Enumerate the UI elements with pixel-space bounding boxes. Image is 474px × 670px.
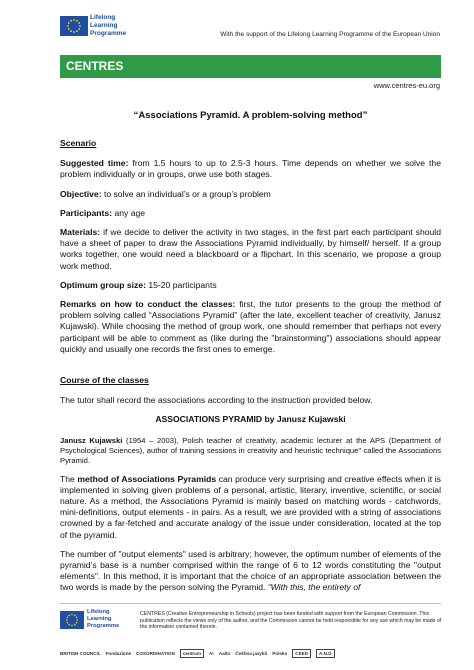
partner-logo: Aalto: [218, 650, 231, 656]
materials: Materials: if we decide to deliver the activity in two stages, in the first part each participant should have a sheet of paper to draw the Associations Pyramid individually, by himself/ herself. If a group works together, one would need a blackboard or a flipchart. In this scenario, we propose a group work method.: [60, 227, 441, 271]
pyramid-heading: ASSOCIATIONS PYRAMID by Janusz Kujawski: [155, 414, 346, 425]
logo-text: Lifelong Learning Programme: [90, 14, 127, 37]
eu-flag-icon: [60, 16, 88, 36]
lifelong-learning-logo: [60, 13, 170, 41]
course-intro: The tutor shall record the associations according to the instruction provided below.: [60, 395, 373, 406]
objective: Objective: to solve an individual’s or a group’s problem: [60, 188, 271, 199]
partner-logo: COSORDINATION: [136, 650, 175, 656]
partner-logo: A!: [208, 650, 214, 656]
document-title: “Associations Pyramid. A problem-solving method”: [133, 110, 368, 121]
footer-divider: [60, 603, 441, 604]
partner-logo: Polsko: [272, 650, 288, 656]
remarks: Remarks on how to conduct the classes: first, the tutor presents to the group the method of problem solving called “Associations Pyramid” (after the late, excellent teacher of creativity, Janusz Kujawski). While choosing the method of group work, one should remember that perhaps not every participant will be able to comment as (like during the "brainstorming") associations should appear quickly and usually one records the first ones to emerge.: [60, 299, 441, 354]
document-body: [60, 138, 441, 602]
footer-lifelong-learning-logo: [60, 609, 130, 637]
site-url[interactable]: www.centres-eu.org: [373, 81, 440, 90]
partner-logo: Fondazione: [105, 650, 132, 656]
kujawski-bio: Janusz Kujawski (1954 – 2003), Polish teacher of creativity, academic lecturer at the APS (Department of Psychological Sciences), author of training sessions in creativity and heuristic technique" called the Associations Pyramid.: [60, 435, 441, 465]
suggested-time: Suggested time: from 1.5 hours to up to 2.5-3 hours. Time depends on whether we solve the problem individually or in groups, orwe use both stages.: [60, 158, 441, 180]
partner-logo: centrum: [180, 649, 204, 658]
footer-logo-text: Lifelong Learning Programme: [87, 609, 120, 629]
partner-logo: Čeština jazyků: [235, 650, 268, 656]
course-heading: Course of the classes: [60, 375, 149, 386]
method-paragraph: The method of Associations Pyramids can produce very surprising and creative effects when it is implemented in solving given problems of a personal, artistic, literary, inventive, scientific, or social nature. As a method, the Associations Pyramid is mainly based on matching words - catchwords, mini-definitions, output elements - in pairs. As a result, we are provided with a string of associations crowned by a far-fetched and accurate analogy of the issue under consideration, located at the top of the pyramid.: [60, 473, 441, 540]
centres-banner: CENTRES: [60, 55, 441, 78]
funding-disclaimer: CENTRES (Creative Entrepreneurship in Schools) project has been funded with support from the European Commission. This publication reflects the views only of the author, and the Commission cannot be held responsible for any use which may be made of the information contained therein.: [140, 611, 442, 631]
support-statement: With the support of the Lifelong Learning Programme of the European Union: [220, 31, 440, 38]
partner-logo: CEED: [292, 649, 311, 658]
partner-logo: A.N.D: [316, 649, 335, 658]
partner-logo: BRITISH COUNCIL: [60, 650, 101, 656]
output-elements-paragraph: The number of "output elements" used is arbitrary; however, the optimum number of elements of the pyramid’s base is a number comprised within the range of 6 to 12 words constituting the "output elements". In this method, it is important that the choice of an appropriate association between the two words is made by the person solving the Pyramid. “With this, the entirety of: [60, 548, 441, 593]
group-size: Optimum group size: 15-20 participants: [60, 279, 217, 290]
eu-flag-icon: [60, 611, 84, 629]
scenario-heading: Scenario: [60, 138, 97, 148]
participants: Participants: any age: [60, 207, 146, 218]
partner-logos: [60, 645, 444, 661]
